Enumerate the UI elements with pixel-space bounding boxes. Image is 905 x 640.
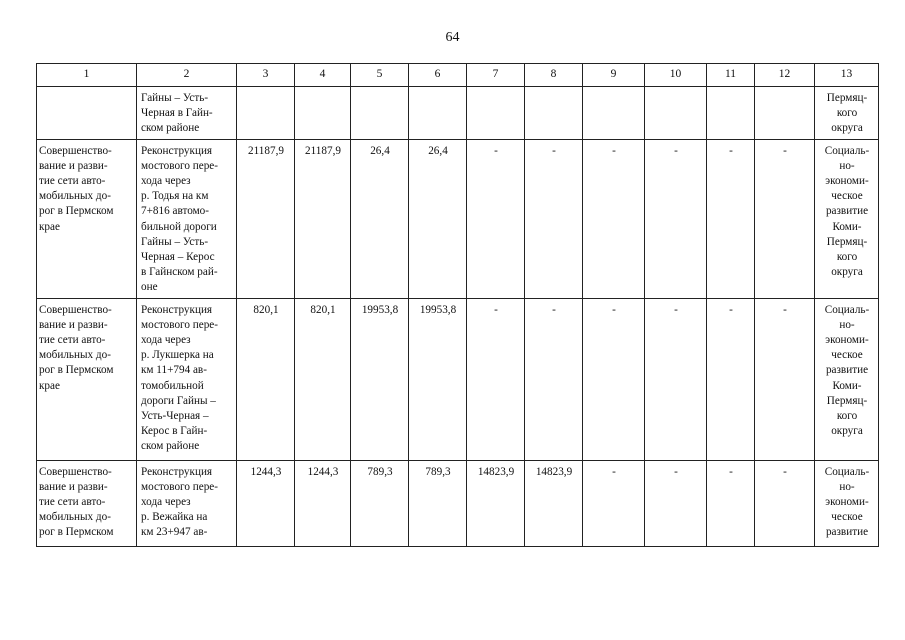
column-header: 10 <box>645 64 707 87</box>
table-cell: - <box>755 298 815 460</box>
column-header: 5 <box>351 64 409 87</box>
table-cell: 1244,3 <box>237 460 295 546</box>
table-cell: 19953,8 <box>351 298 409 460</box>
table-cell: 19953,8 <box>409 298 467 460</box>
table-row <box>37 87 879 140</box>
table-cell: 789,3 <box>409 460 467 546</box>
table-cell: Социаль- но- экономи- ческое развитие <box>815 460 879 546</box>
table-cell <box>707 87 755 140</box>
table-cell <box>583 87 645 140</box>
column-header: 12 <box>755 64 815 87</box>
table-cell: Гайны – Усть- Черная в Гайн- ском районе <box>137 87 237 140</box>
table-cell <box>409 87 467 140</box>
table-cell: Совершенство- вание и разви- тие сети авто- мобильных до- рог в Пермском <box>37 460 137 546</box>
table-cell: - <box>645 460 707 546</box>
table-cell: 14823,9 <box>525 460 583 546</box>
column-header: 9 <box>583 64 645 87</box>
table-cell: Реконструкция мостового пере- хода через р. Тодья на км 7+816 автомо- бильной дороги Гайны – Усть- Черная – Керос в Гайнском рай- оне <box>137 139 237 298</box>
table-header-row <box>37 64 879 87</box>
table-cell <box>351 87 409 140</box>
table-row <box>37 139 879 298</box>
column-header: 1 <box>37 64 137 87</box>
table-cell: Совершенство- вание и разви- тие сети авто- мобильных до- рог в Пермском крае <box>37 298 137 460</box>
table-cell: Социаль- но- экономи- ческое развитие Коми- Пермяц- кого округа <box>815 298 879 460</box>
table-cell: - <box>707 298 755 460</box>
data-table <box>36 63 879 547</box>
table-cell: - <box>583 139 645 298</box>
table-cell: Реконструкция мостового пере- хода через р. Вежайка на км 23+947 ав- <box>137 460 237 546</box>
table-cell: - <box>645 139 707 298</box>
table-cell: - <box>467 139 525 298</box>
table-cell: - <box>755 139 815 298</box>
table-cell: Пермяц- кого округа <box>815 87 879 140</box>
table-cell: 14823,9 <box>467 460 525 546</box>
table-cell: - <box>467 298 525 460</box>
table-cell: 26,4 <box>409 139 467 298</box>
column-header: 11 <box>707 64 755 87</box>
table-cell: Реконструкция мостового пере- хода через р. Лукшерка на км 11+794 ав- томобильной дороги Гайны – Усть-Черная – Керос в Гайн- ском районе <box>137 298 237 460</box>
column-header: 2 <box>137 64 237 87</box>
table-cell: - <box>525 298 583 460</box>
table-cell: - <box>645 298 707 460</box>
table-cell: - <box>583 298 645 460</box>
table-cell: - <box>583 460 645 546</box>
table-cell: Совершенство- вание и разви- тие сети авто- мобильных до- рог в Пермском крае <box>37 139 137 298</box>
table-cell: 21187,9 <box>237 139 295 298</box>
table-cell <box>467 87 525 140</box>
column-header: 13 <box>815 64 879 87</box>
table-cell: 26,4 <box>351 139 409 298</box>
table-cell: 820,1 <box>295 298 351 460</box>
table-cell <box>525 87 583 140</box>
table-cell: - <box>525 139 583 298</box>
table-cell: 21187,9 <box>295 139 351 298</box>
page-number: 64 <box>445 30 460 45</box>
table-cell <box>37 87 137 140</box>
column-header: 4 <box>295 64 351 87</box>
table-cell: 1244,3 <box>295 460 351 546</box>
table-row <box>37 298 879 460</box>
column-header: 3 <box>237 64 295 87</box>
table-cell: 820,1 <box>237 298 295 460</box>
column-header: 6 <box>409 64 467 87</box>
table-cell <box>645 87 707 140</box>
table-row <box>37 460 879 546</box>
table-cell: Социаль- но- экономи- ческое развитие Коми- Пермяц- кого округа <box>815 139 879 298</box>
column-header: 8 <box>525 64 583 87</box>
table-cell: - <box>707 139 755 298</box>
table-cell <box>237 87 295 140</box>
table-cell: 789,3 <box>351 460 409 546</box>
table-cell: - <box>707 460 755 546</box>
table-cell: - <box>755 460 815 546</box>
table-cell <box>295 87 351 140</box>
column-header: 7 <box>467 64 525 87</box>
table-cell <box>755 87 815 140</box>
